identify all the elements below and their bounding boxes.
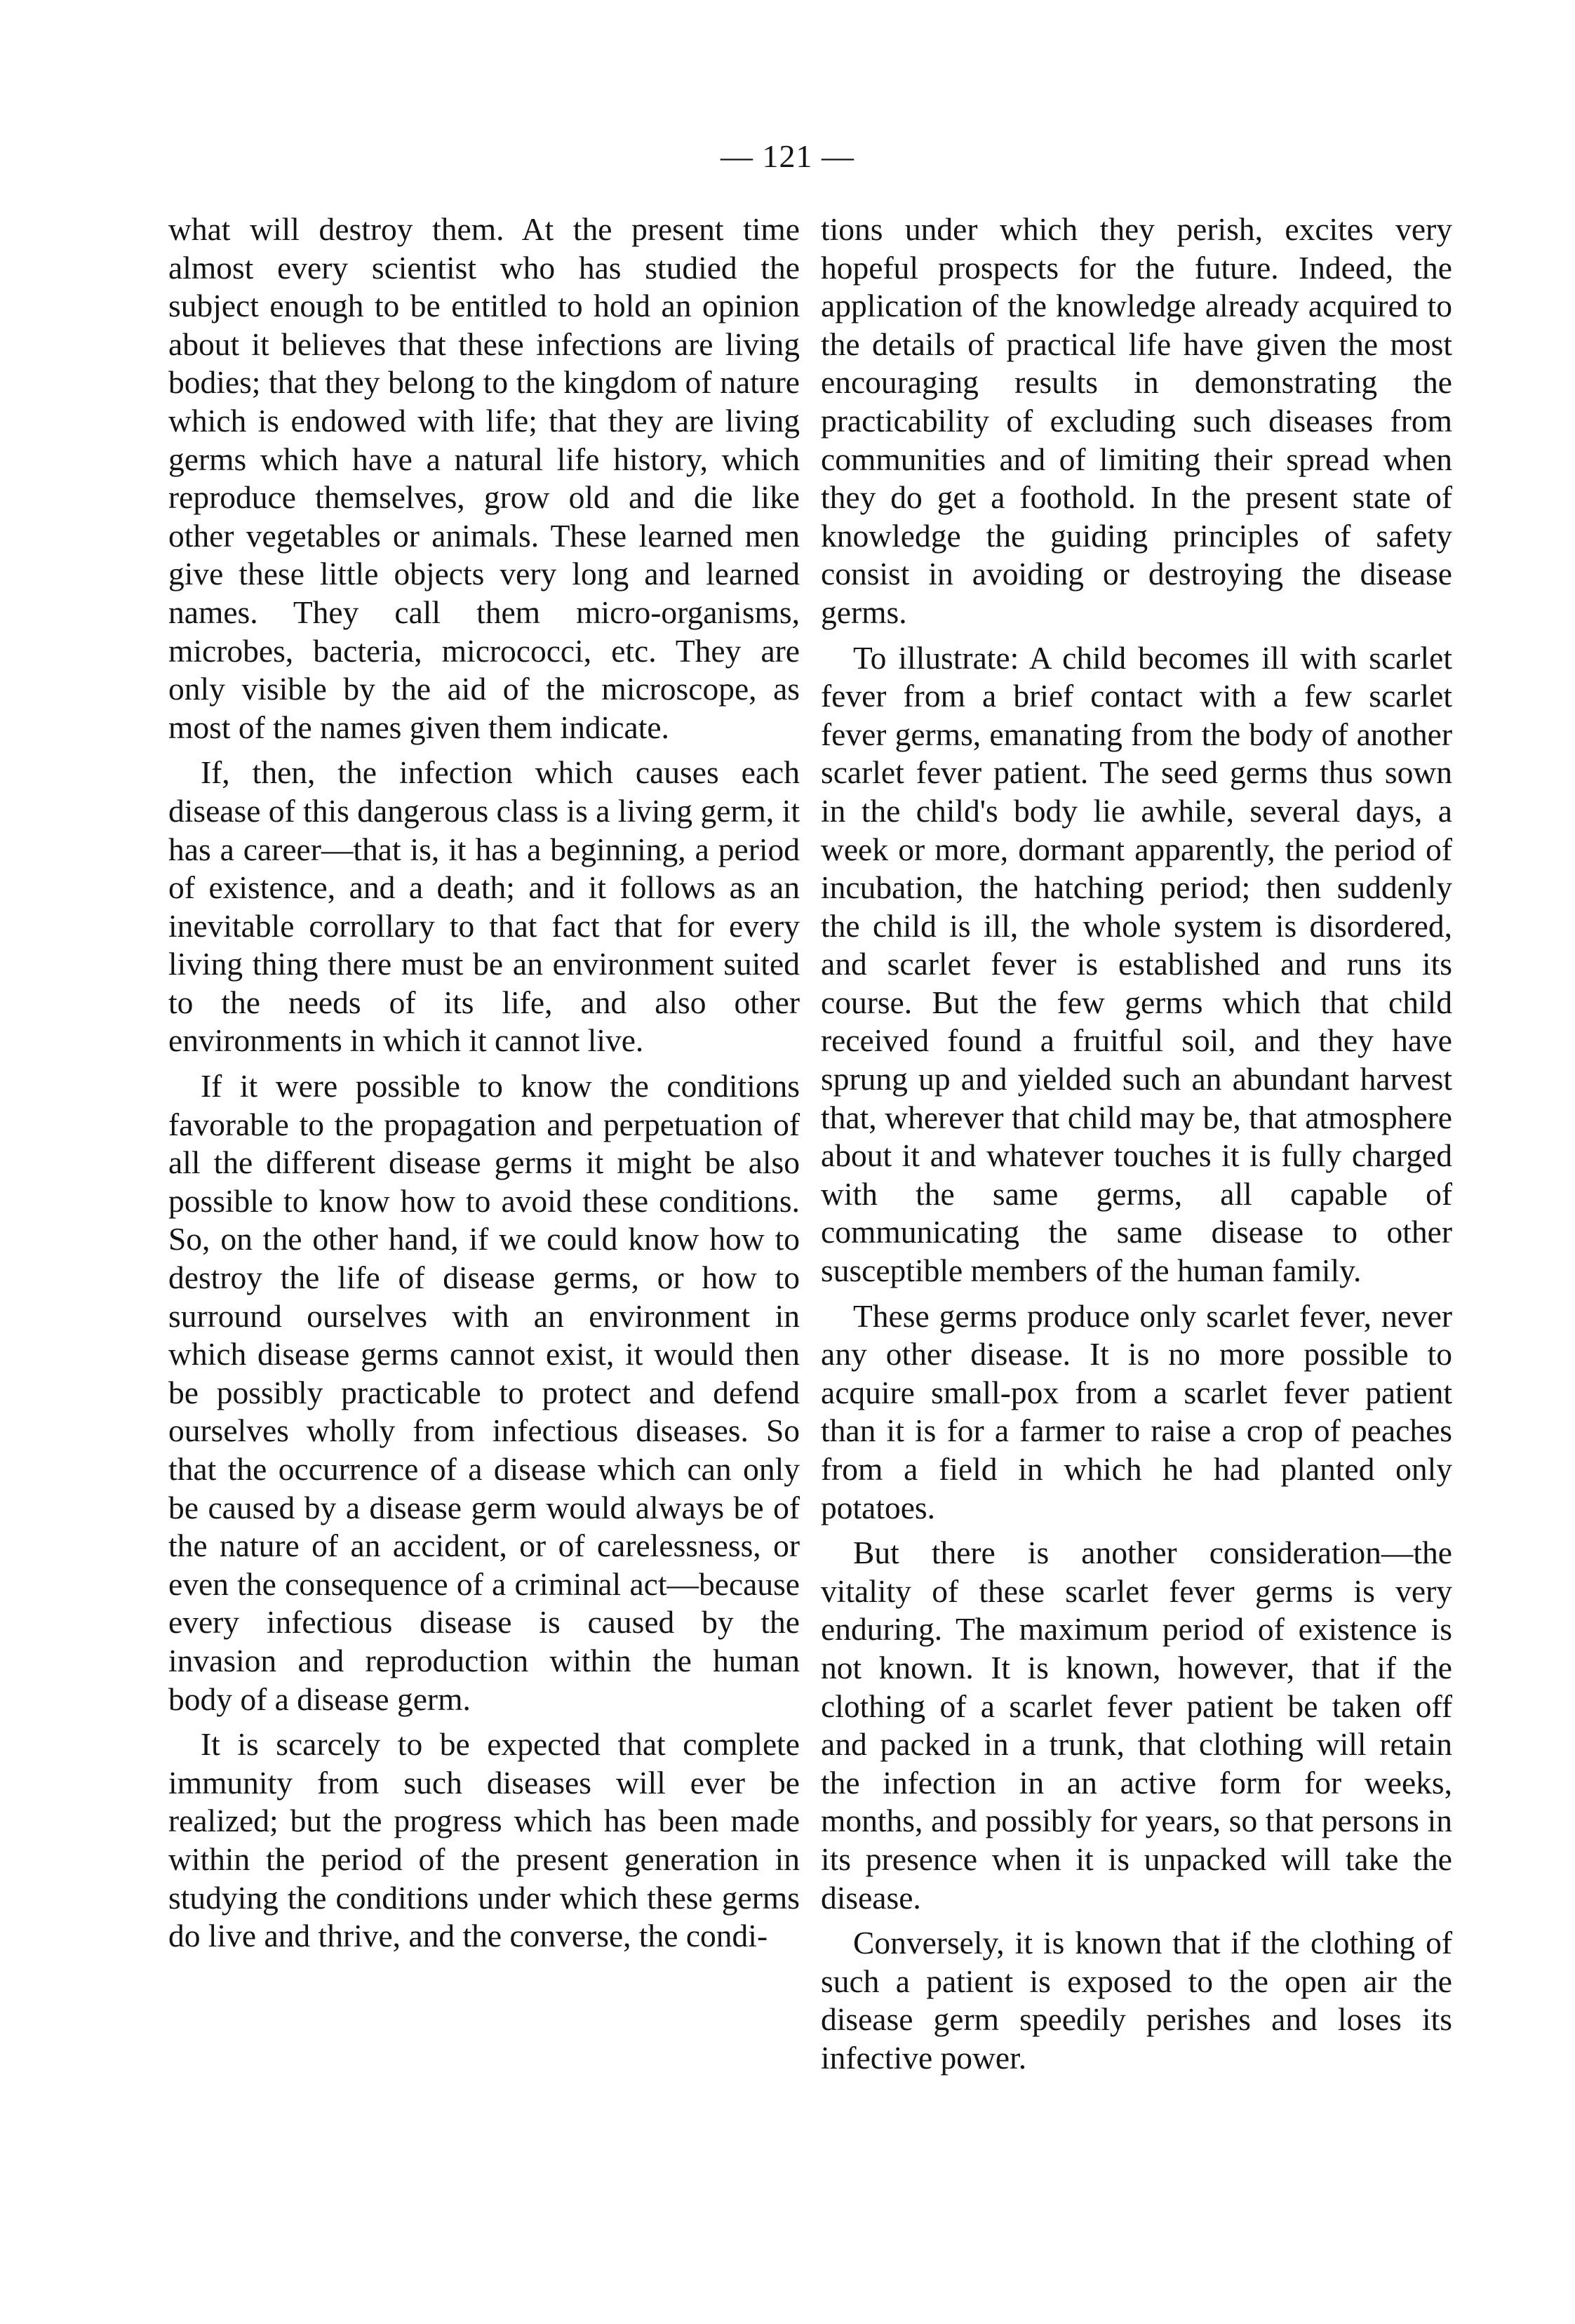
page-number: — 121 — — [721, 138, 854, 174]
paragraph: tions under which they perish, excites very hopeful prospects for the future. Indeed, the application of the knowledge already acquired to the details of practical life have given the most encouraging results in demonstrating the practicability of excluding such diseases from communities and of limiting their spread when they do get a foothold. In the present state of knowledge the guiding principles of safety consist in avoiding or destroying the disease germs. — [821, 211, 1452, 630]
paragraph: To illustrate: A child becomes ill with scarlet fever from a brief contact with a few scarlet fever germs, emanating from the body of another scarlet fever patient. The seed germs thus sown in the child's body lie awhile, several days, a week or more, dormant apparently, the period of incubation, the hatching period; then suddenly the child is ill, the whole system is disordered, and scarlet fever is established and runs its course. But the few germs which that child received found a fruitful soil, and they have sprung up and yielded such an abundant harvest that, wherever that child may be, that atmosphere about it and whatever touches it is fully charged with the same germs, all capable of communicating the same disease to other susceptible members of the human family. — [821, 639, 1452, 1289]
right-column — [821, 211, 1452, 2078]
paragraph: Conversely, it is known that if the clothing of such a patient is exposed to the open air the disease germ speedily perishes and loses its infective power. — [821, 1925, 1452, 2076]
paragraph: If, then, the infection which causes each disease of this dangerous class is a living germ, it has a career—that is, it has a beginning, a period of existence, and a death; and it follows as an inevitable corrollary to that fact that for every living thing there must be an environment suited to the needs of its life, and also other environments in which it cannot live. — [168, 754, 800, 1059]
paragraph: But there is another consideration—the vitality of these scarlet fever germs is very enduring. The maximum period of existence is not known. It is known, however, that if the clothing of a scarlet fever patient be taken off and packed in a trunk, that clothing will retain the infection in an active form for weeks, months, and possibly for years, so that persons in its presence when it is unpacked will take the disease. — [821, 1535, 1452, 1916]
paragraph: It is scarcely to be expected that complete immunity from such diseases will ever be realized; but the progress which has been made within the period of the present generation in studying the conditions under which these germs do live and thrive, and the converse, the condi- — [168, 1726, 800, 1954]
paragraph: what will destroy them. At the present time almost every scientist who has studied the subject enough to be entitled to hold an opinion about it believes that these infections are living bodies; that they belong to the kingdom of nature which is endowed with life; that they are living germs which have a natural life history, which reproduce themselves, grow old and die like other vegetables or animals. These learned men give these little objects very long and learned names. They call them micro-organisms, microbes, bacteria, micrococci, etc. They are only visible by the aid of the microscope, as most of the names given them indicate. — [168, 211, 800, 745]
paragraph: These germs produce only scarlet fever, never any other disease. It is no more possible to acquire small-pox from a scarlet fever patient than it is for a farmer to raise a crop of peaches from a field in which he had planted only potatoes. — [821, 1297, 1452, 1525]
paragraph: If it were possible to know the conditions favorable to the propagation and perpetuation of all the different disease germs it might be also possible to know how to avoid these conditions. So, on the other hand, if we could know how to destroy the life of disease germs, or how to surround ourselves with an environment in which disease germs cannot exist, it would then be possibly practicable to protect and defend ourselves wholly from infectious diseases. So that the occurrence of a disease which can only be caused by a disease germ would always be of the nature of an accident, or of carelessness, or even the consequence of a criminal act—because every infectious disease is caused by the invasion and reproduction within the human body of a disease germ. — [168, 1068, 800, 1717]
left-column — [168, 211, 800, 1956]
